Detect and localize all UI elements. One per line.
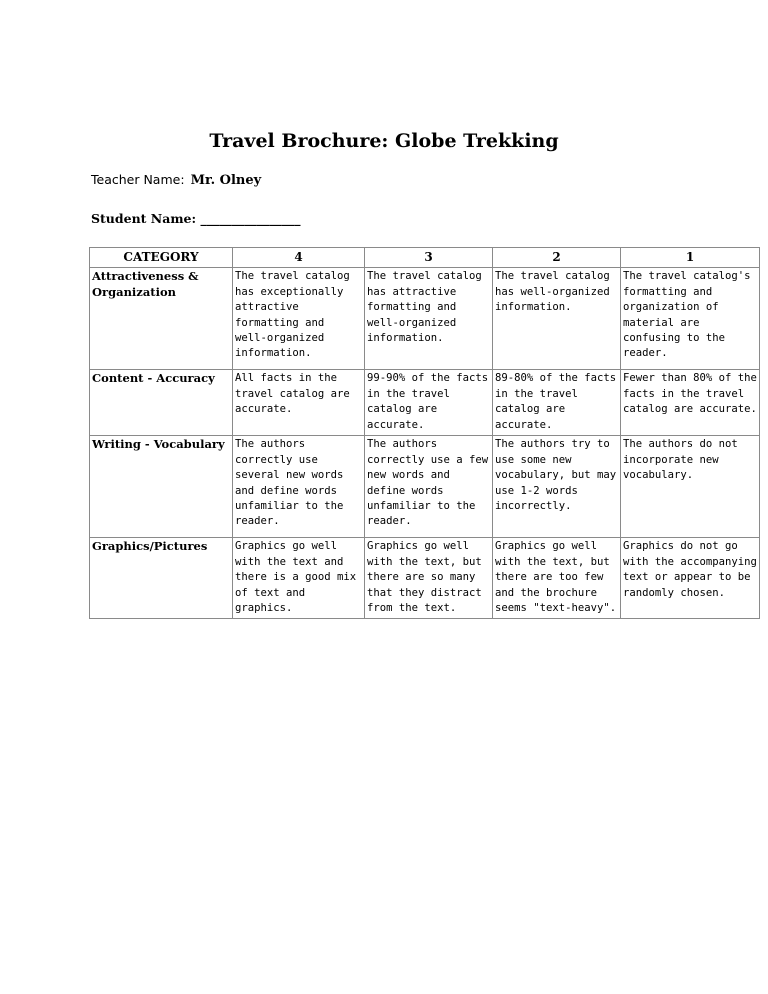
criteria-cell: The authors correctly use a few new words and define words unfamiliar to the reader. (365, 436, 493, 538)
criteria-cell: Graphics do not go with the accompanying text or appear to be randomly chosen. (621, 538, 760, 619)
criteria-cell: The authors correctly use several new words and define words unfamiliar to the reader. (233, 436, 365, 538)
rubric-row-content (90, 370, 760, 436)
category-cell: Attractiveness & Organization (90, 268, 233, 370)
teacher-name-value: Mr. Olney (190, 173, 262, 188)
rubric-row-graphics (90, 538, 760, 619)
criteria-cell: 99-90% of the facts in the travel catalog are accurate. (365, 370, 493, 436)
criteria-cell: Fewer than 80% of the facts in the travel catalog are accurate. (621, 370, 760, 436)
category-cell: Writing - Vocabulary (90, 436, 233, 538)
header-score-4: 4 (233, 248, 365, 268)
header-score-1: 1 (621, 248, 760, 268)
criteria-cell: The travel catalog has well-organized information. (493, 268, 621, 370)
rubric-header-row (90, 248, 760, 268)
criteria-cell: All facts in the travel catalog are accurate. (233, 370, 365, 436)
rubric-row-attractiveness (90, 268, 760, 370)
header-category: CATEGORY (90, 248, 233, 268)
teacher-name-label: Teacher Name: (91, 172, 185, 187)
rubric-row-writing (90, 436, 760, 538)
student-name-line: Student Name: ________________ (91, 211, 301, 226)
page-title: Travel Brochure: Globe Trekking (209, 130, 559, 152)
criteria-cell: The travel catalog has attractive formatting and well-organized information. (365, 268, 493, 370)
criteria-cell: 89-80% of the facts in the travel catalog are accurate. (493, 370, 621, 436)
criteria-cell: Graphics go well with the text, but there are so many that they distract from the text. (365, 538, 493, 619)
criteria-cell: The authors do not incorporate new vocabulary. (621, 436, 760, 538)
criteria-cell: Graphics go well with the text, but there are too few and the brochure seems "text-heavy". (493, 538, 621, 619)
category-cell: Content - Accuracy (90, 370, 233, 436)
rubric-table (89, 247, 760, 619)
header-score-3: 3 (365, 248, 493, 268)
teacher-name-line (91, 172, 261, 188)
criteria-cell: The travel catalog has exceptionally attractive formatting and well-organized information. (233, 268, 365, 370)
category-cell: Graphics/Pictures (90, 538, 233, 619)
header-score-2: 2 (493, 248, 621, 268)
criteria-cell: Graphics go well with the text and there is a good mix of text and graphics. (233, 538, 365, 619)
criteria-cell: The authors try to use some new vocabulary, but may use 1-2 words incorrectly. (493, 436, 621, 538)
criteria-cell: The travel catalog's formatting and organization of material are confusing to the reader. (621, 268, 760, 370)
